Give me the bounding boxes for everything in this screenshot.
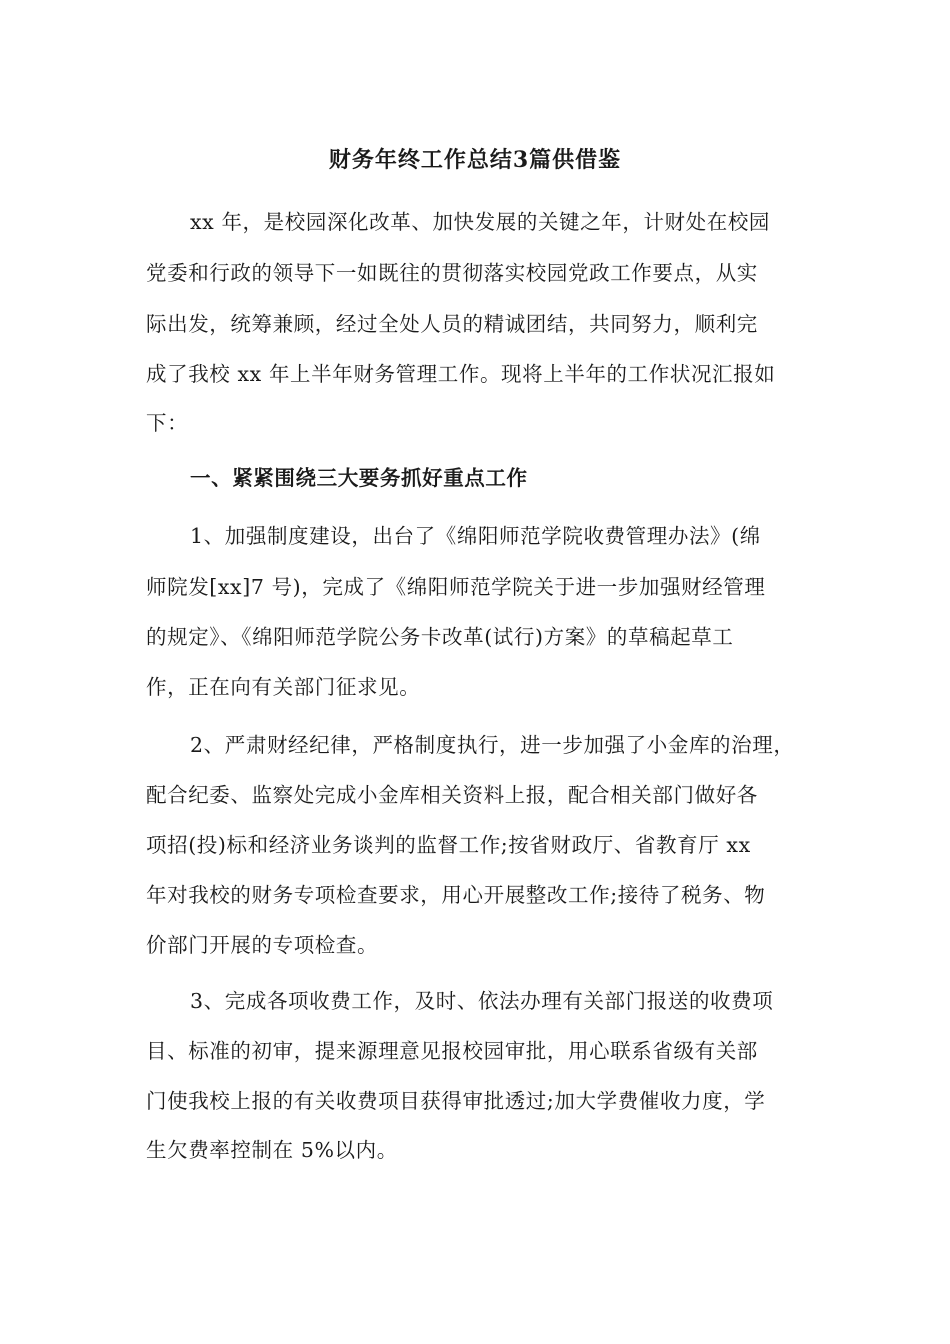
para3-line-3: 门使我校上报的有关收费项目获得审批透过;加大学费催收力度，学 <box>146 1089 766 1113</box>
para2-line-5: 价部门开展的专项检查。 <box>146 933 379 957</box>
para1-line-2: 师院发[xx]7 号)，完成了《绵阳师范学院关于进一步加强财经管理 <box>146 575 766 599</box>
intro-line-5: 下： <box>146 411 189 435</box>
para3-line-4: 生欠费率控制在 5%以内。 <box>146 1138 398 1162</box>
para2-line-1: 2、严肃财经纪律，严格制度执行，进一步加强了小金库的治理， <box>190 733 795 757</box>
document-title: 财务年终工作总结3篇供借鉴 <box>328 147 622 173</box>
para2-line-4: 年对我校的财务专项检查要求，用心开展整改工作;接待了税务、物 <box>146 883 766 907</box>
intro-line-4: 成了我校 xx 年上半年财务管理工作。现将上半年的工作状况汇报如 <box>146 362 776 386</box>
section-heading: 一、紧紧围绕三大要务抓好重点工作 <box>190 466 528 490</box>
intro-line-1: xx 年，是校园深化改革、加快发展的关键之年，计财处在校园 <box>190 210 771 234</box>
para1-line-4: 作，正在向有关部门征求见。 <box>146 675 421 699</box>
intro-line-2: 党委和行政的领导下一如既往的贯彻落实校园党政工作要点，从实 <box>146 261 758 285</box>
para1-line-3: 的规定》、《绵阳师范学院公务卡改革(试行)方案》的草稿起草工 <box>146 625 734 649</box>
para2-line-3: 项招(投)标和经济业务谈判的监督工作;按省财政厅、省教育厅 xx <box>146 833 751 857</box>
para2-line-2: 配合纪委、监察处完成小金库相关资料上报，配合相关部门做好各 <box>146 783 758 807</box>
para1-line-1: 1、加强制度建设，出台了《绵阳师范学院收费管理办法》(绵 <box>190 524 761 548</box>
para3-line-1: 3、完成各项收费工作，及时、依法办理有关部门报送的收费项 <box>190 989 774 1013</box>
intro-line-3: 际出发，统筹兼顾，经过全处人员的精诚团结，共同努力，顺利完 <box>146 312 758 336</box>
para3-line-2: 目、标准的初审，提来源理意见报校园审批，用心联系省级有关部 <box>146 1039 758 1063</box>
